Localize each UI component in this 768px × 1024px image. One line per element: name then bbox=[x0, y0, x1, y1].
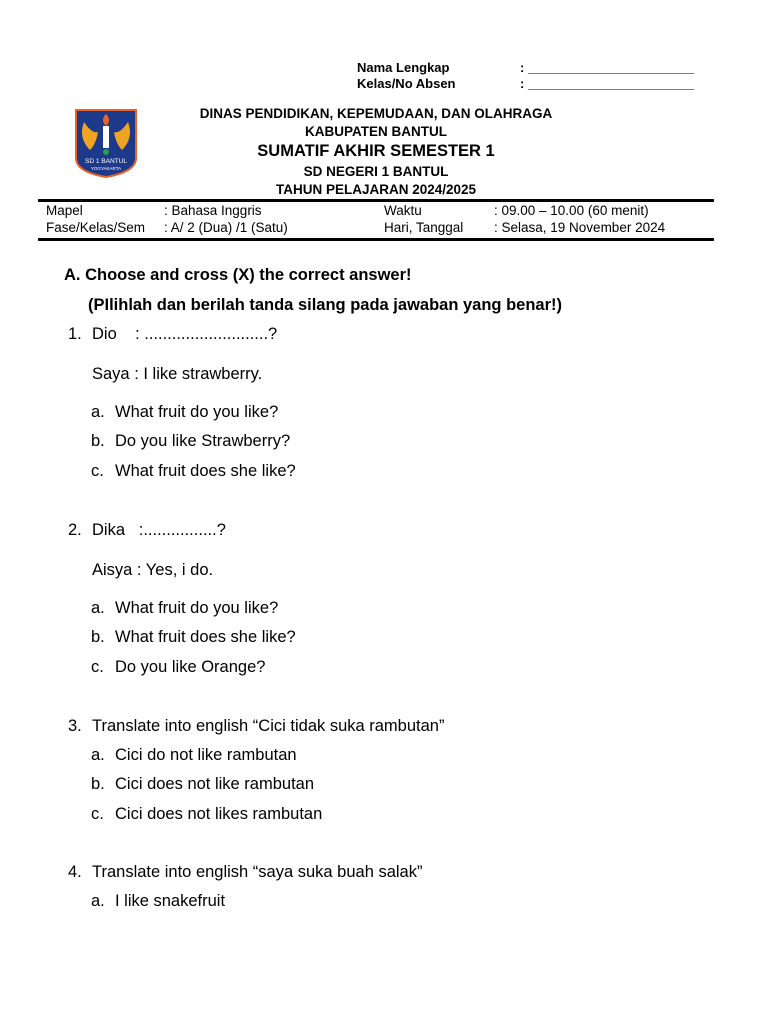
mapel-value: : Bahasa Inggris bbox=[164, 203, 262, 218]
logo-text: SD 1 BANTUL bbox=[85, 158, 127, 165]
option-text: Do you like Strawberry? bbox=[115, 432, 291, 450]
waktu-label: Waktu bbox=[384, 203, 422, 218]
class-field[interactable]: : _______________________ bbox=[520, 76, 695, 91]
class-label: Kelas/No Absen bbox=[357, 76, 456, 91]
option-text: Cici does not likes rambutan bbox=[115, 805, 323, 823]
hari-label: Hari, Tanggal bbox=[384, 220, 464, 235]
question-prompt: Translate into english “saya suka buah salak” bbox=[92, 863, 423, 881]
school-logo-icon bbox=[74, 108, 138, 178]
option-text: What fruit do you like? bbox=[115, 403, 279, 421]
option-text: Cici do not like rambutan bbox=[115, 746, 297, 764]
name-label: Nama Lengkap bbox=[357, 60, 450, 75]
option-text: Cici does not like rambutan bbox=[115, 775, 315, 793]
school-logo bbox=[74, 108, 138, 178]
header-school: SD NEGERI 1 BANTUL bbox=[303, 164, 449, 179]
option-letter: b. bbox=[91, 775, 105, 793]
question-prompt: Dio : ...........................? bbox=[92, 325, 278, 343]
question-prompt: Dika :................? bbox=[92, 521, 226, 539]
option-text: I like snakefruit bbox=[115, 892, 226, 910]
option-text: What fruit do you like? bbox=[115, 599, 279, 617]
fase-label: Fase/Kelas/Sem bbox=[46, 220, 146, 235]
header-regency: KABUPATEN BANTUL bbox=[305, 124, 447, 139]
option-letter: a. bbox=[91, 403, 105, 421]
question-number: 4. bbox=[68, 863, 82, 881]
header-agency: DINAS PENDIDIKAN, KEPEMUDAAN, DAN OLAHRAGA bbox=[199, 106, 553, 121]
question-number: 1. bbox=[68, 325, 82, 343]
option-text: What fruit does she like? bbox=[115, 628, 296, 646]
header-exam-title: SUMATIF AKHIR SEMESTER 1 bbox=[257, 142, 495, 160]
option-letter: c. bbox=[91, 658, 104, 676]
option-letter: b. bbox=[91, 628, 105, 646]
top-rule bbox=[38, 199, 714, 202]
question-response: Aisya : Yes, i do. bbox=[92, 561, 214, 579]
option-text: What fruit does she like? bbox=[115, 462, 296, 480]
waktu-value: : 09.00 – 10.00 (60 menit) bbox=[494, 203, 649, 218]
logo-subtext: YOGYAKARTA bbox=[90, 166, 122, 171]
option-letter: c. bbox=[91, 462, 104, 480]
option-letter: b. bbox=[91, 432, 105, 450]
name-field[interactable]: : _______________________ bbox=[520, 60, 695, 75]
option-letter: a. bbox=[91, 746, 105, 764]
option-text: Do you like Orange? bbox=[115, 658, 266, 676]
header-year: TAHUN PELAJARAN 2024/2025 bbox=[275, 182, 477, 197]
question-prompt: Translate into english “Cici tidak suka rambutan” bbox=[92, 717, 445, 735]
hari-value: : Selasa, 19 November 2024 bbox=[494, 220, 666, 235]
option-letter: c. bbox=[91, 805, 104, 823]
option-letter: a. bbox=[91, 892, 105, 910]
question-number: 2. bbox=[68, 521, 82, 539]
question-number: 3. bbox=[68, 717, 82, 735]
bottom-rule bbox=[38, 238, 714, 241]
fase-value: : A/ 2 (Dua) /1 (Satu) bbox=[164, 220, 288, 235]
section-a-subtitle: (PIlihlah dan berilah tanda silang pada jawaban yang benar!) bbox=[88, 296, 563, 314]
section-a-title: A. Choose and cross (X) the correct answer! bbox=[64, 266, 412, 284]
option-letter: a. bbox=[91, 599, 105, 617]
mapel-label: Mapel bbox=[46, 203, 83, 218]
question-response: Saya : I like strawberry. bbox=[92, 365, 263, 383]
